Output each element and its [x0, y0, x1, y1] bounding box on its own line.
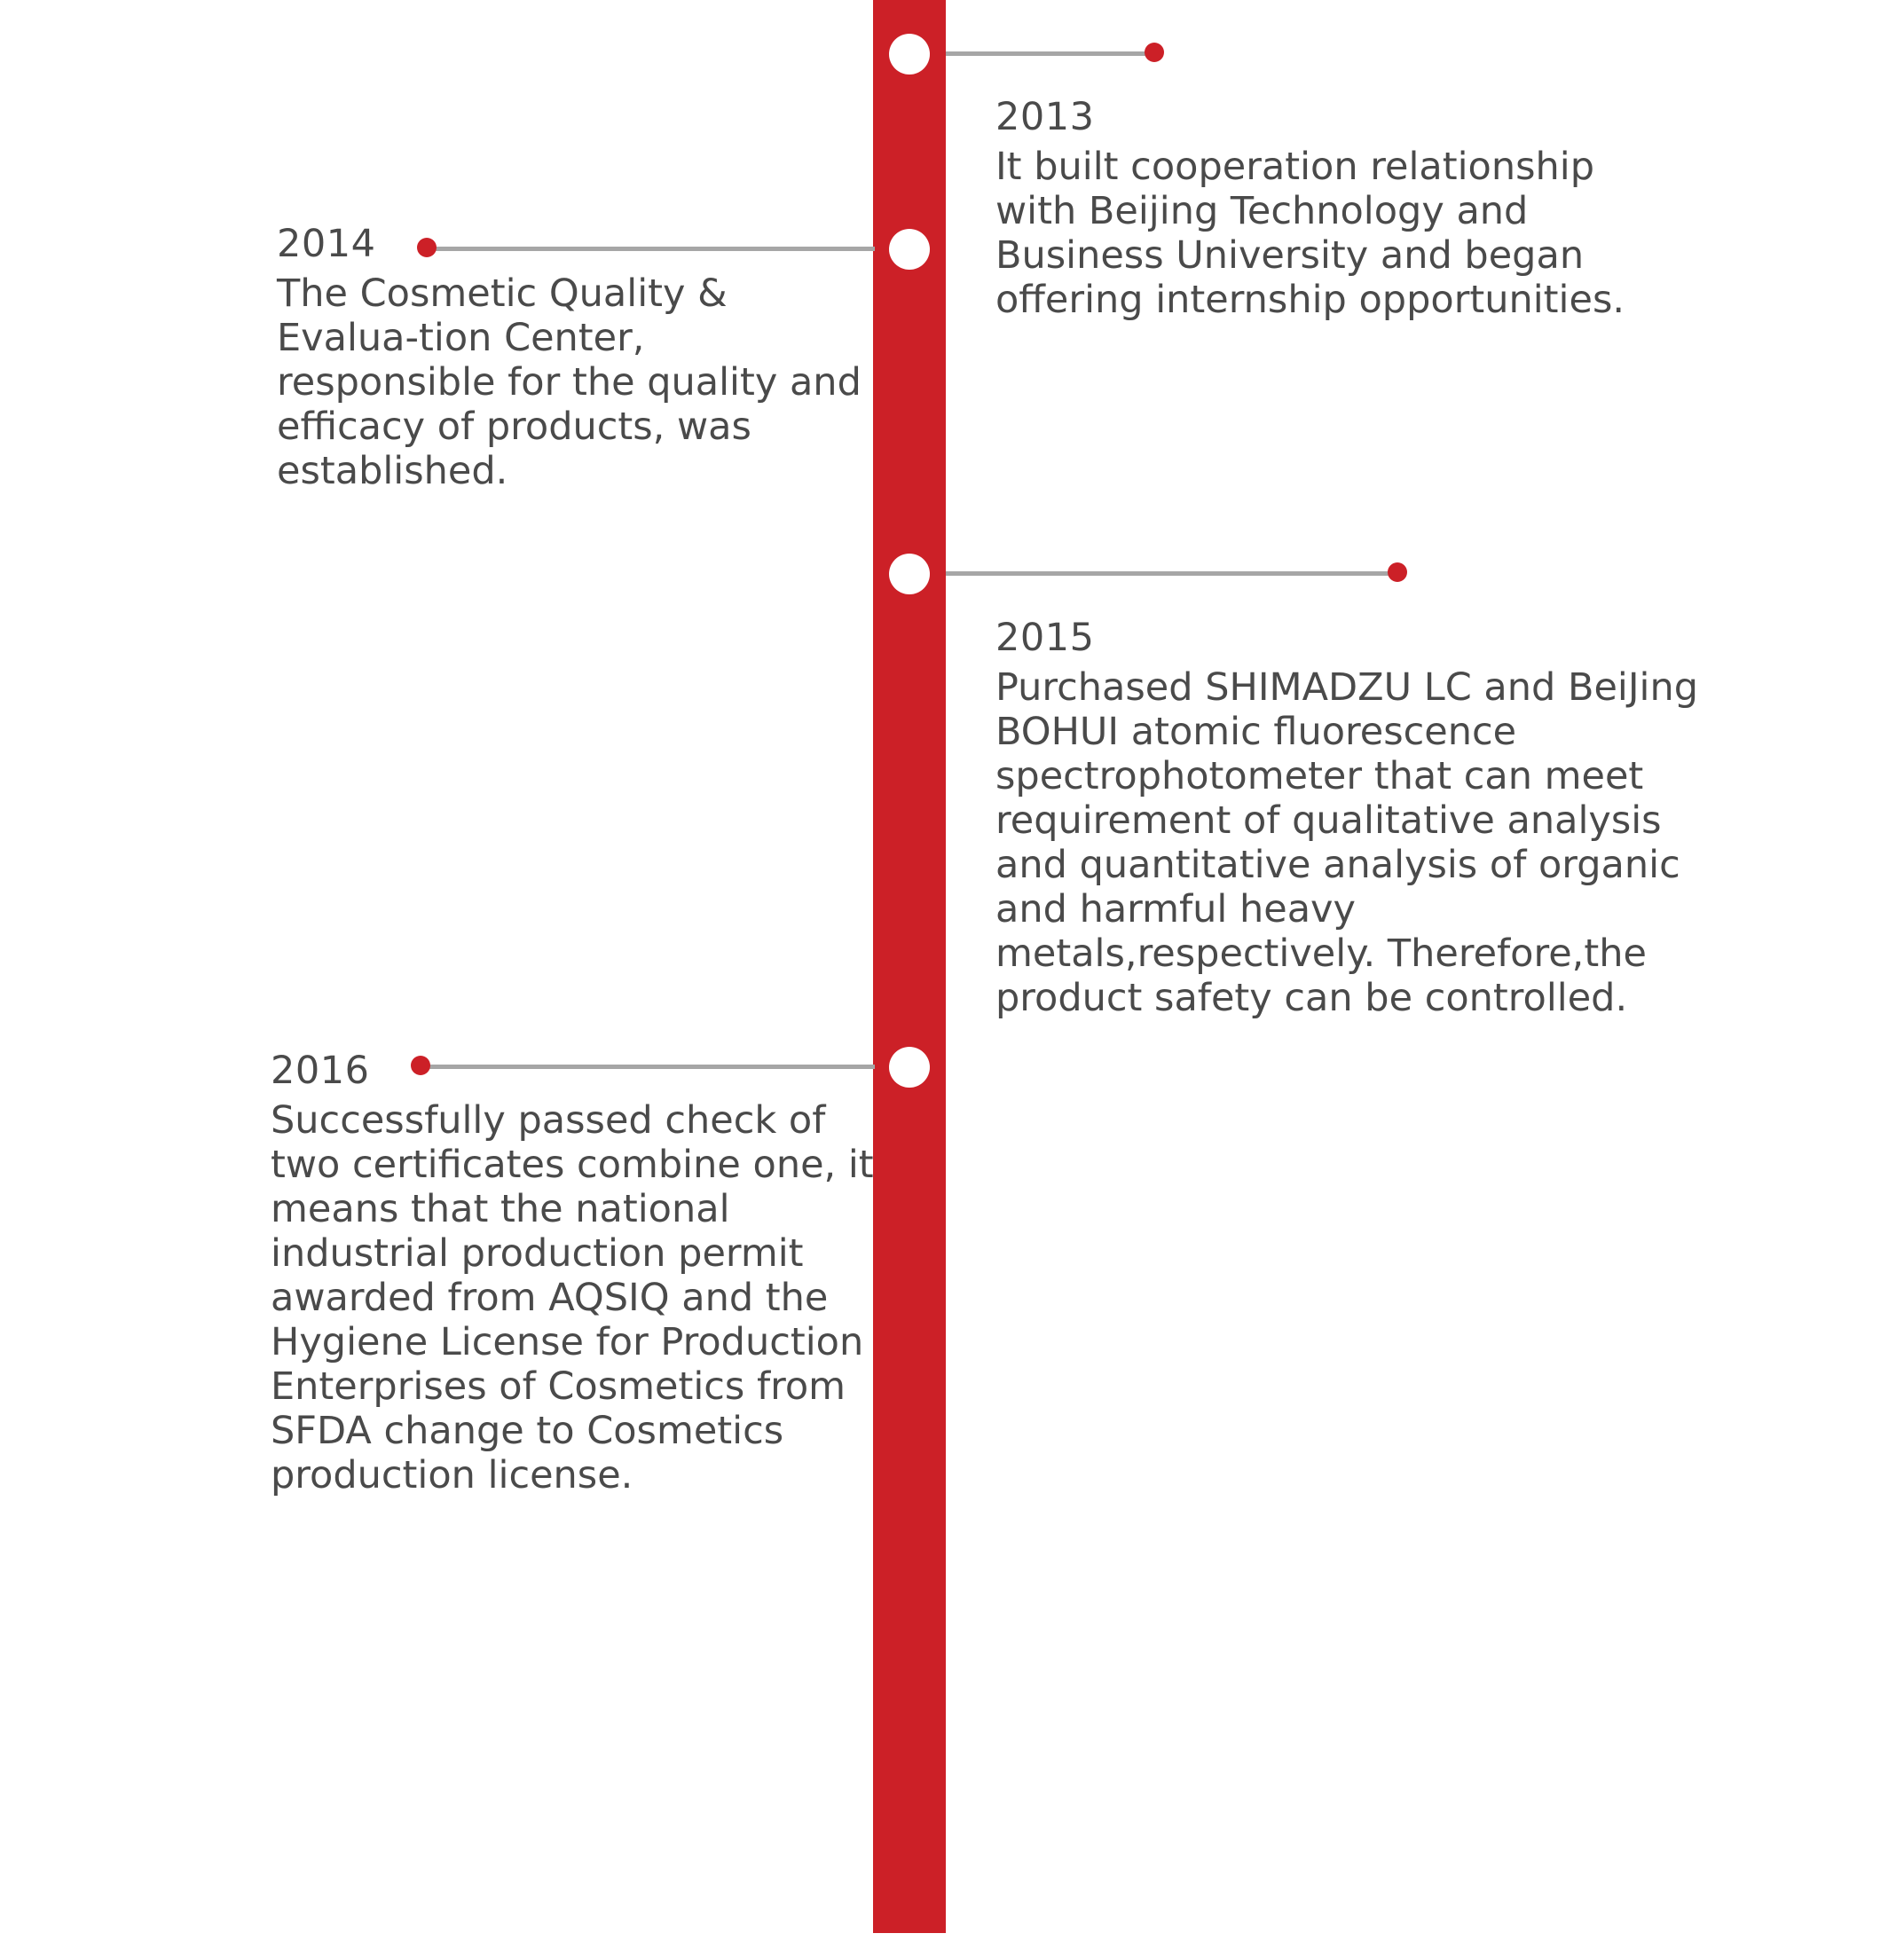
timeline-connector-2015 [946, 571, 1400, 576]
timeline-connector-2013 [946, 51, 1159, 56]
timeline-entry-2016 [271, 1047, 874, 1497]
timeline-spine [873, 0, 946, 1933]
timeline-text-2016: Successfully passed check of two certificates combine one, it means that the national industrial production permit awarded from AQSIQ and the Hygiene License for Production Enterprises of Cosmetics from SFDA change to Cosmetics production license. [271, 1098, 874, 1497]
timeline-node-2015 [889, 554, 930, 594]
timeline-year-2013: 2013 [995, 95, 1095, 139]
timeline-entry-2014 [277, 220, 862, 493]
timeline-text-2015: Purchased SHIMADZU LC and BeiJing BOHUI atomic fluorescence spectrophotometer that can meet requirement of qualitative analysis and quantitative analysis of organic and harmful heavy metals,respectively. Therefore,the product safety can be controlled. [995, 665, 1699, 1020]
timeline-year-2015: 2015 [995, 616, 1095, 660]
timeline-text-2013: It built cooperation relationship with Beijing Technology and Business University and began offering internship opportunities. [995, 145, 1625, 322]
timeline-year-2014: 2014 [277, 222, 376, 266]
timeline-enddot-2013 [1145, 43, 1164, 62]
timeline-text-2014: The Cosmetic Quality & Evalua-tion Center, responsible for the quality and efficacy of products, was established. [277, 271, 862, 493]
timeline-enddot-2015 [1388, 562, 1407, 582]
timeline-node-2016 [889, 1047, 930, 1088]
timeline-node-2014 [889, 229, 930, 270]
timeline-year-2016: 2016 [271, 1049, 370, 1093]
timeline-node-2013 [889, 34, 930, 75]
timeline-entry-2015 [995, 614, 1705, 1020]
timeline-entry-2013 [995, 93, 1670, 322]
